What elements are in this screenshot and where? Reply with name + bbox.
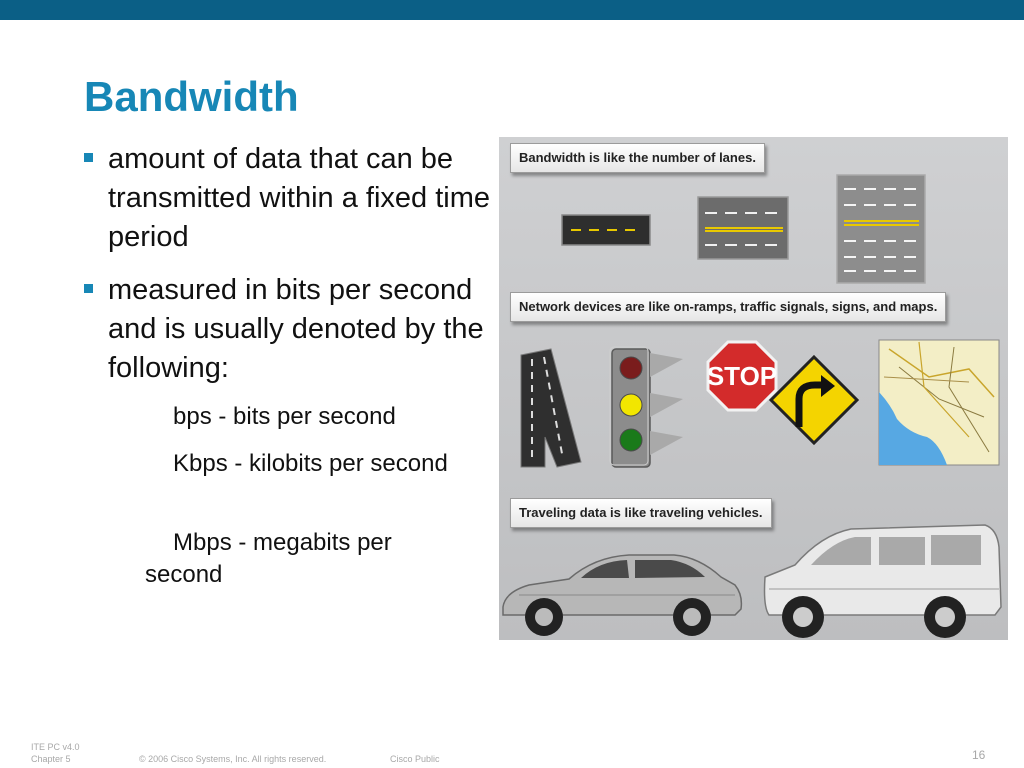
unit-item-kbps: [145, 448, 455, 480]
caption-lanes: Bandwidth is like the number of lanes.: [510, 143, 765, 173]
illustration-graphics: [499, 137, 1008, 640]
unit-item-bps: [145, 401, 455, 433]
footer-copyright: © 2006 Cisco Systems, Inc. All rights reserved.: [139, 754, 327, 764]
bullet-text: amount of data that can be transmitted within a fixed time period: [108, 143, 490, 253]
road-four-lane-icon: [837, 175, 925, 283]
bullet-square-icon: [84, 284, 93, 293]
road-two-lane-icon: [698, 197, 788, 259]
bullet-list: [84, 140, 494, 402]
bandwidth-illustration: [499, 137, 1008, 640]
stop-sign-icon: [707, 342, 777, 410]
bullet-text: measured in bits per second and is usually denoted by the following:: [108, 274, 484, 384]
top-banner: [0, 0, 1024, 20]
bullet-square-icon: [84, 153, 93, 162]
unit-text: Kbps - kilobits per second: [173, 450, 448, 477]
caption-vehicles: Traveling data is like traveling vehicles.: [510, 498, 772, 528]
bullet-item: [84, 140, 494, 257]
slide-title: Bandwidth: [84, 73, 299, 120]
footer-chapter: Chapter 5: [31, 754, 71, 764]
road-one-lane-icon: [562, 215, 650, 245]
page-number: 16: [972, 748, 986, 762]
footer-course: ITE PC v4.0: [31, 742, 80, 752]
bullet-item: [84, 271, 494, 388]
unit-text: bps - bits per second: [173, 403, 396, 430]
footer-classification: Cisco Public: [390, 754, 440, 764]
map-icon: [879, 340, 999, 465]
unit-item-mbps: [145, 527, 455, 591]
caption-network-devices: Network devices are like on-ramps, traffic signals, signs, and maps.: [510, 292, 946, 322]
stop-sign-text: STOP: [706, 361, 778, 391]
unit-text: Mbps - megabits per second: [145, 529, 392, 588]
